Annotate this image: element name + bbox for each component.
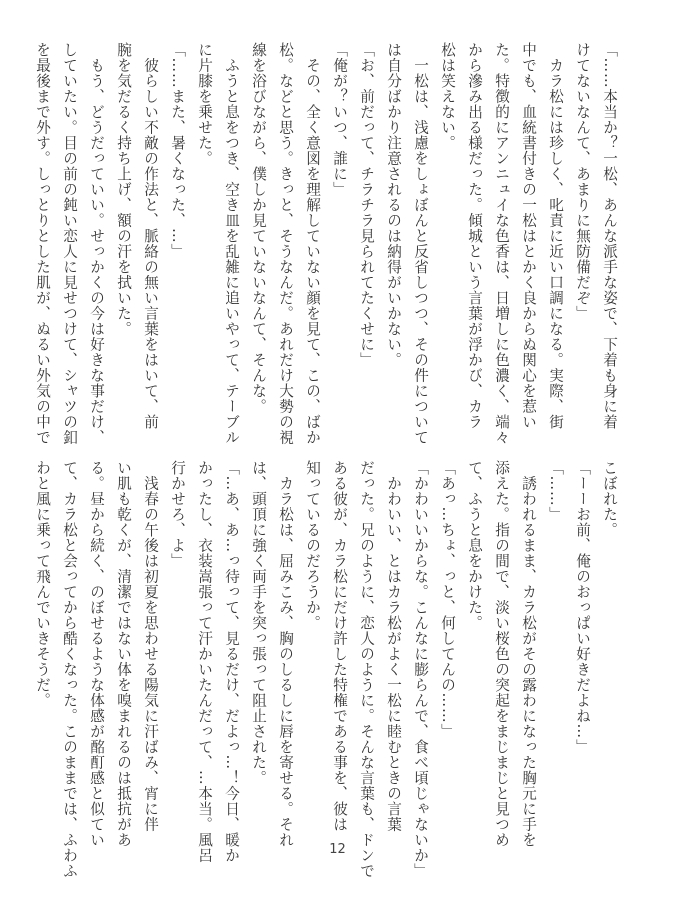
text-line: て、カラ松と会ってから酷くなった。このままでは、ふわふ	[61, 460, 78, 879]
text-line: ある彼が、カラ松にだけ許した特権である事を、彼は	[331, 460, 348, 832]
text-line: 松は笑えない。	[439, 42, 456, 151]
text-line: 「…あ、あ…っ待って、見るだけ、だよっ…！今日、暖か	[223, 460, 240, 863]
text-line: 中でも、血統書付きの一松はとかく良からぬ関心を惹い	[520, 42, 537, 430]
text-line: に片膝を乗せた。	[196, 42, 213, 166]
text-line: 「……本当か？一松、あんな派手な姿で、下着も身に着	[601, 42, 618, 430]
text-line: 線を浴びながら、僕しか見ていないなんて、そんな。	[250, 42, 267, 414]
text-line: こぼれた。	[601, 460, 618, 538]
text-line: 誘われるまま、カラ松がその露わになった胸元に手を	[520, 460, 537, 848]
text-line: 一松は、浅慮をしょぼんと反省しつつ、その件について	[412, 42, 429, 445]
text-line: その、全く意図を理解していない顔を見て、この、ばか	[304, 42, 321, 445]
text-line: 腕を気だるく持ち上げ、額の汗を拭いた。	[115, 42, 132, 337]
text-line: 添えた。指の間で、淡い桜色の突起をまじまじと見つめ	[493, 460, 510, 848]
text-line: けてないなんて、あまりに無防備だぞ」	[574, 42, 591, 321]
text-line: かわいい、とはカラ松がよく一松に睦むときの言葉	[385, 460, 402, 832]
upper-text-column-block	[34, 42, 623, 445]
text-line: かったし、衣装嵩張って汗かいたんだって、…本当。風呂	[196, 460, 213, 863]
text-line: 松。などと思う。きっと、そうなんだ。あれだけ大勢の視	[277, 42, 294, 445]
text-line: を最後まで外す。しっとりとした肌が、ぬるい外気の中で	[34, 42, 51, 445]
text-line: 「俺が？いつ、誰に」	[331, 42, 348, 197]
text-line: た。特徴的にアンニュイな色香は、日増しに色濃く、端々	[493, 42, 510, 445]
text-line: 「お、前だって、チラチラ見られてたくせに」	[358, 42, 375, 368]
text-line: していたい。目の前の鈍い恋人に見せつけて、シャツの釦	[61, 42, 78, 445]
text-line: だった。兄のように、恋人のように。そんな言葉も、ドンで	[358, 460, 375, 879]
text-line: 「……」	[547, 460, 564, 522]
text-line: 浅春の午後は初夏を思わせる陽気に汗ばみ、宵に伴	[142, 460, 159, 832]
text-line: 「あっ…ちょ、っと、何してんの……」	[439, 460, 456, 739]
text-line: カラ松は、屈みこみ、胸のしるしに唇を寄せる。それ	[277, 460, 294, 848]
text-line: 彼らしい不敵の作法と、脈絡の無い言葉をはいて、前	[142, 42, 159, 430]
text-line: い肌も乾くが、清潔ではない体を嗅まれるのは抵抗があ	[115, 460, 132, 848]
text-line: カラ松には珍しく、叱責に近い口調になる。実際、街	[547, 42, 564, 430]
text-line: から滲み出る様だった。傾城という言葉が浮かび、カラ	[466, 42, 483, 430]
text-line: て、ふうと息をかけた。	[466, 460, 483, 631]
text-line: は自分ばかり注意されるのは納得がいかない。	[385, 42, 402, 368]
text-line: 「ーーお前、俺のおっぱい好きだよね…」	[574, 460, 591, 755]
text-line: 知っているのだろうか。	[304, 460, 321, 631]
text-line: ふうと息をつき、空き皿を乱雑に追いやって、テーブル	[223, 42, 240, 445]
text-line: は、頭頂に強く両手を突っ張って阻止された。	[250, 460, 267, 786]
text-line: わと風に乗って飛んでいきそうだ。	[34, 460, 51, 708]
text-line: 「……また、暑くなった、…」	[169, 42, 186, 259]
page-number: 12	[329, 842, 346, 857]
text-line: 行かせろ、よ」	[169, 460, 186, 569]
text-line: もう、どうだっていい。せっかくの今は好きな事だけ、	[88, 42, 105, 445]
text-line: 「かわいいからな。こんなに膨らんで、食べ頃じゃないか」	[412, 460, 429, 879]
text-line: る。昼から続く、のぼせるような体感が酩酊感と似てい	[88, 460, 105, 848]
